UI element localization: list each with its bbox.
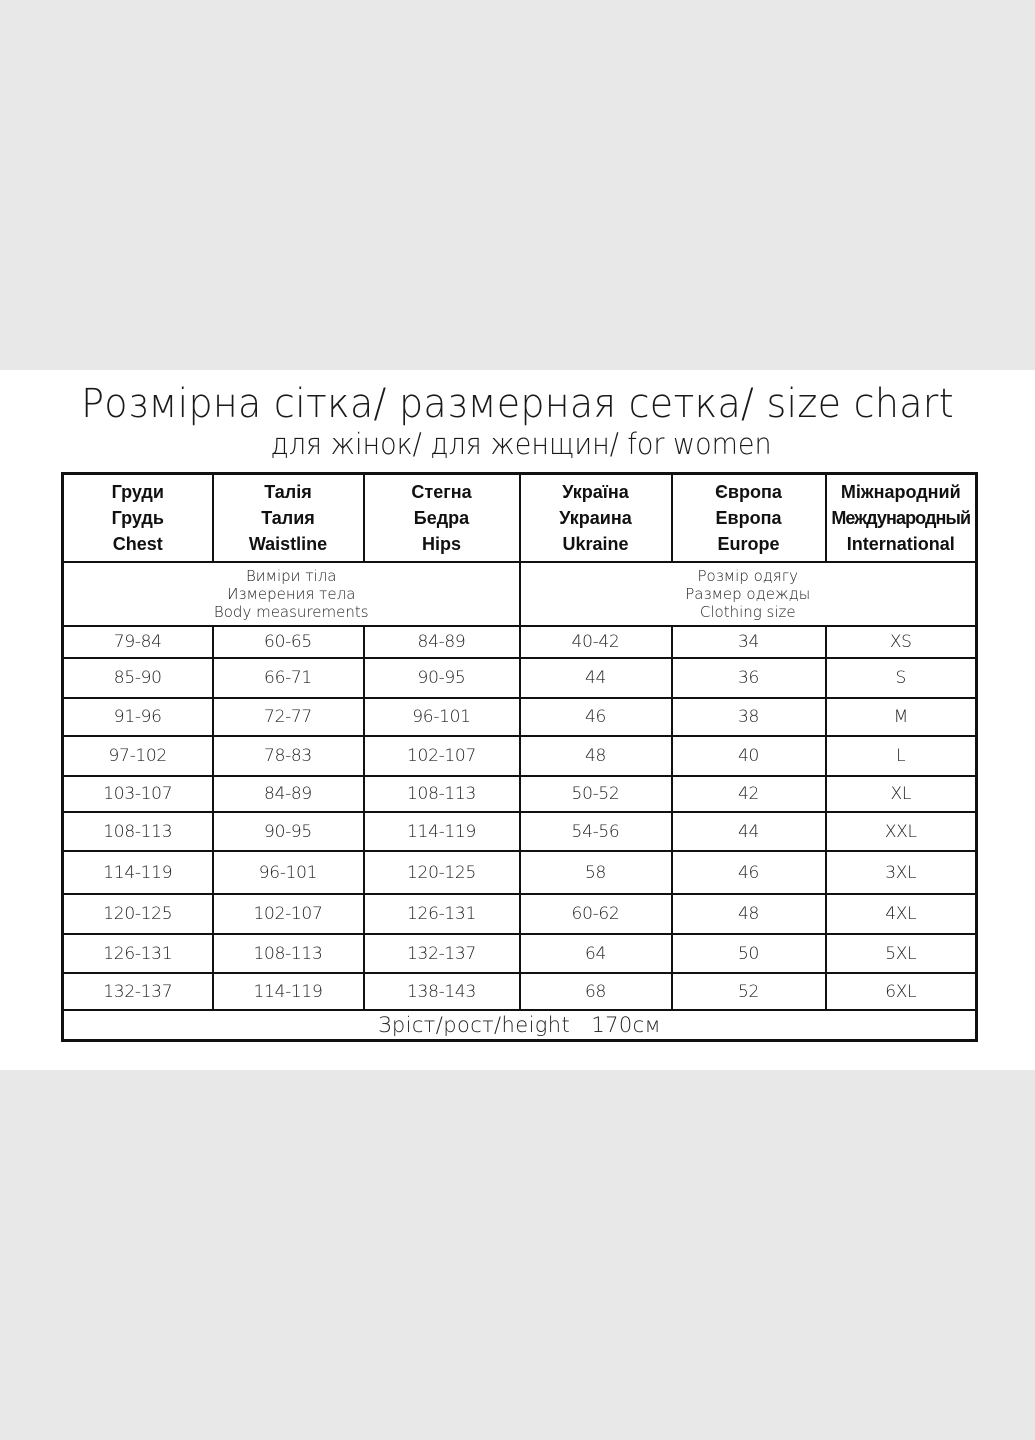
table-row — [63, 626, 977, 658]
cell-europe: 44 — [672, 812, 826, 851]
cell-chest: 85-90 — [63, 658, 213, 698]
cell-europe: 48 — [672, 894, 826, 934]
size-chart-table — [61, 472, 978, 1042]
cell-ukraine: 50-52 — [520, 776, 672, 812]
cell-waistline: 108-113 — [213, 934, 364, 973]
column-header-international: Міжнародний Международный International — [826, 474, 977, 563]
cell-waistline: 96-101 — [213, 851, 364, 894]
cell-europe: 42 — [672, 776, 826, 812]
cell-chest: 126-131 — [63, 934, 213, 973]
cell-hips: 132-137 — [364, 934, 520, 973]
cell-ukraine: 54-56 — [520, 812, 672, 851]
cell-hips: 120-125 — [364, 851, 520, 894]
cell-hips: 126-131 — [364, 894, 520, 934]
page-subtitle: для жінок/ для женщин/ for women — [270, 427, 772, 461]
cell-hips: 96-101 — [364, 698, 520, 736]
cell-hips: 102-107 — [364, 736, 520, 776]
size-chart-sheet — [0, 370, 1035, 1070]
cell-ukraine: 58 — [520, 851, 672, 894]
cell-europe: 38 — [672, 698, 826, 736]
table-row — [63, 658, 977, 698]
cell-europe: 50 — [672, 934, 826, 973]
cell-europe: 36 — [672, 658, 826, 698]
cell-waistline: 72-77 — [213, 698, 364, 736]
column-header-chest: Груди Грудь Chest — [63, 474, 213, 563]
table-row — [63, 736, 977, 776]
cell-international: 3XL — [826, 851, 977, 894]
cell-chest: 79-84 — [63, 626, 213, 658]
column-header-row — [63, 474, 977, 563]
cell-hips: 138-143 — [364, 973, 520, 1010]
group-header-row — [63, 562, 977, 626]
cell-chest: 114-119 — [63, 851, 213, 894]
table-row — [63, 894, 977, 934]
cell-chest: 132-137 — [63, 973, 213, 1010]
cell-ukraine: 48 — [520, 736, 672, 776]
cell-hips: 90-95 — [364, 658, 520, 698]
cell-waistline: 84-89 — [213, 776, 364, 812]
height-footer-row — [63, 1010, 977, 1041]
cell-international: 4XL — [826, 894, 977, 934]
cell-chest: 108-113 — [63, 812, 213, 851]
cell-europe: 34 — [672, 626, 826, 658]
cell-international: XXL — [826, 812, 977, 851]
cell-waistline: 102-107 — [213, 894, 364, 934]
height-note: Зріст/рост/height 170см — [63, 1010, 977, 1041]
cell-ukraine: 60-62 — [520, 894, 672, 934]
table-row — [63, 851, 977, 894]
cell-international: 5XL — [826, 934, 977, 973]
cell-ukraine: 64 — [520, 934, 672, 973]
cell-europe: 40 — [672, 736, 826, 776]
column-header-waistline: Талія Талия Waistline — [213, 474, 364, 563]
column-header-ukraine: Україна Украина Ukraine — [520, 474, 672, 563]
cell-hips: 108-113 — [364, 776, 520, 812]
cell-waistline: 66-71 — [213, 658, 364, 698]
table-row — [63, 776, 977, 812]
table-row — [63, 812, 977, 851]
cell-international: 6XL — [826, 973, 977, 1010]
group-clothing-size: Розмір одягу Размер одежды Clothing size — [520, 562, 977, 626]
cell-waistline: 90-95 — [213, 812, 364, 851]
group-body-measurements: Виміри тіла Измерения тела Body measurements — [63, 562, 520, 626]
cell-international: S — [826, 658, 977, 698]
cell-europe: 46 — [672, 851, 826, 894]
cell-ukraine: 40-42 — [520, 626, 672, 658]
table-row — [63, 934, 977, 973]
table-row — [63, 973, 977, 1010]
cell-chest: 97-102 — [63, 736, 213, 776]
cell-hips: 114-119 — [364, 812, 520, 851]
cell-international: XS — [826, 626, 977, 658]
column-header-europe: Європа Европа Europe — [672, 474, 826, 563]
cell-chest: 103-107 — [63, 776, 213, 812]
cell-international: M — [826, 698, 977, 736]
cell-waistline: 78-83 — [213, 736, 364, 776]
column-header-hips: Стегна Бедра Hips — [364, 474, 520, 563]
table-row — [63, 698, 977, 736]
cell-international: L — [826, 736, 977, 776]
cell-hips: 84-89 — [364, 626, 520, 658]
cell-ukraine: 68 — [520, 973, 672, 1010]
cell-waistline: 60-65 — [213, 626, 364, 658]
cell-international: XL — [826, 776, 977, 812]
page-title: Розмірна сітка/ размерная сетка/ size chart — [81, 381, 954, 427]
cell-chest: 120-125 — [63, 894, 213, 934]
cell-ukraine: 46 — [520, 698, 672, 736]
cell-waistline: 114-119 — [213, 973, 364, 1010]
cell-ukraine: 44 — [520, 658, 672, 698]
cell-europe: 52 — [672, 973, 826, 1010]
cell-chest: 91-96 — [63, 698, 213, 736]
